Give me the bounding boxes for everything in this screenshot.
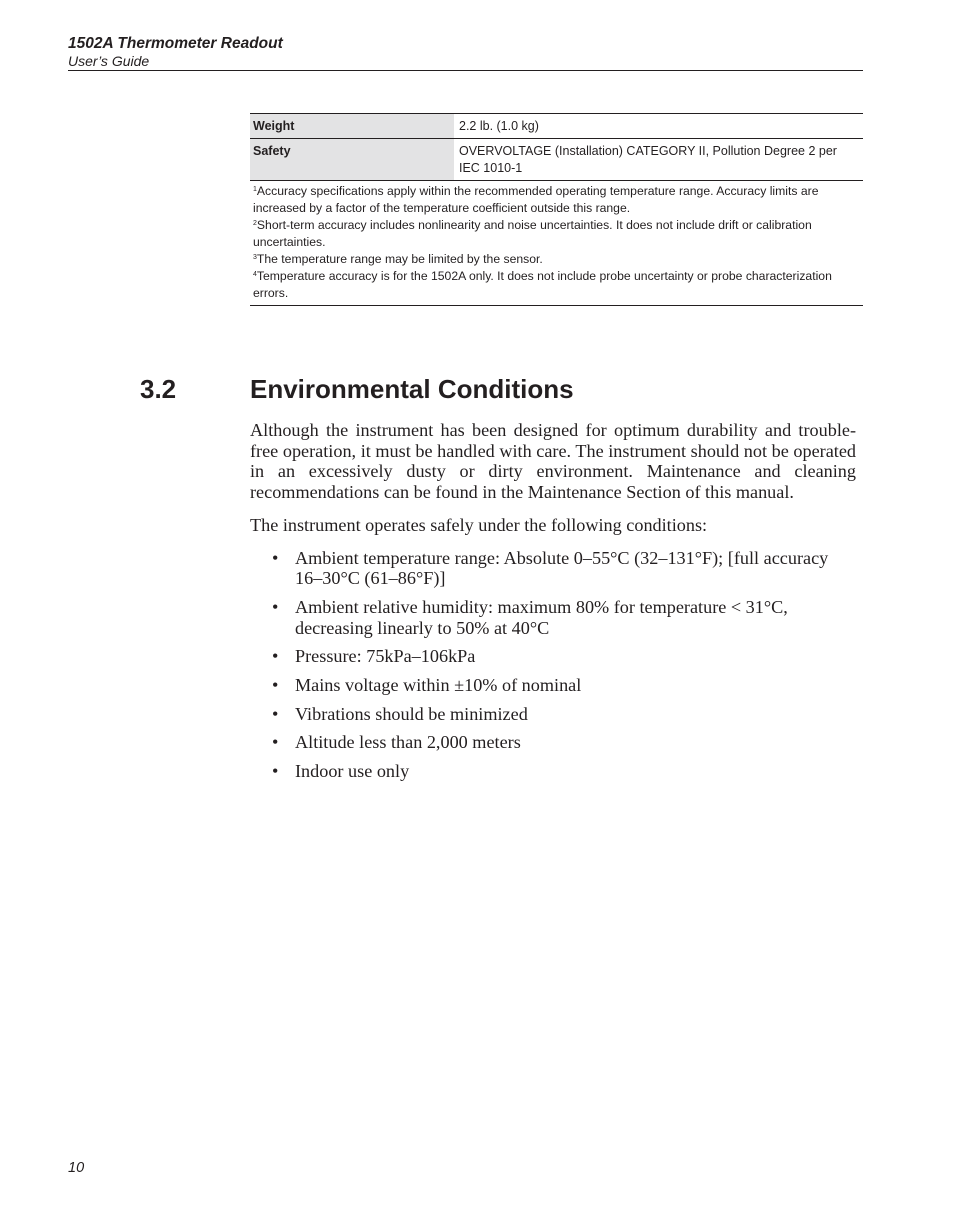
footnote-mark: 1 <box>253 186 257 193</box>
list-item-text: Vibrations should be minimized <box>295 703 528 724</box>
document-subtitle: User’s Guide <box>68 53 150 69</box>
spec-label: Safety <box>250 139 454 181</box>
footnote-mark: 3 <box>253 254 257 261</box>
footnote <box>253 217 863 251</box>
list-item-text: Altitude less than 2,000 meters <box>295 732 521 753</box>
list-item-text: Mains voltage within ±10% of nominal <box>295 675 582 696</box>
conditions-list <box>250 548 856 782</box>
table-row <box>250 114 863 139</box>
section-title: Environmental Conditions <box>250 374 574 404</box>
spec-value: OVERVOLTAGE (Installation) CATEGORY II, Pollution Degree 2 per IEC 1010-1 <box>454 139 863 181</box>
paragraph: Although the instrument has been designed for optimum durability and trouble-free operation, it must be handled with care. The instrument should not be operated in an excessively dusty or dirty environment. Maintenance and cleaning recommendations can be found in the Maintenance Section of this manual. <box>250 420 856 503</box>
footnote-text: Accuracy specifications apply within the recommended operating temperature range. Accuracy limits are increased by a factor of the temperature coefficient outside this range. <box>253 184 819 215</box>
footnote-text: The temperature range may be limited by the sensor. <box>256 252 543 266</box>
bullet-icon: • <box>272 732 279 753</box>
specifications-table <box>250 113 863 180</box>
list-item-text: Ambient temperature range: Absolute 0–55°C (32–131°F); [full accuracy 16–30°C (61–86°F)] <box>295 547 829 589</box>
list-item <box>250 675 856 696</box>
footnote-text: Temperature accuracy is for the 1502A only. It does not include probe uncertainty or probe characterization errors. <box>253 269 832 300</box>
document-title: 1502A Thermometer Readout <box>68 35 283 52</box>
bullet-icon: • <box>272 547 279 568</box>
list-item <box>250 597 856 638</box>
list-item-text: Indoor use only <box>295 761 410 782</box>
list-item-text: Pressure: 75kPa–106kPa <box>295 646 476 667</box>
bullet-icon: • <box>272 703 279 724</box>
list-item <box>250 732 856 753</box>
page-number: 10 <box>68 1160 85 1176</box>
list-item <box>250 548 856 589</box>
table-row <box>250 139 863 181</box>
footnote <box>253 251 863 268</box>
spec-value: 2.2 lb. (1.0 kg) <box>454 114 863 139</box>
list-item <box>250 704 856 725</box>
section-number: 3.2 <box>140 374 177 404</box>
list-item <box>250 646 856 667</box>
paragraph: The instrument operates safely under the following conditions: <box>250 514 708 535</box>
list-item-text: Ambient relative humidity: maximum 80% for temperature < 31°C, decreasing linearly to 50% at 40°C <box>295 596 788 638</box>
footnote-text: Short-term accuracy includes nonlinearity and noise uncertainties. It does not include drift or calibration uncertainties. <box>253 218 812 249</box>
bullet-icon: • <box>272 596 279 617</box>
list-item <box>250 761 856 782</box>
footnote <box>253 183 863 217</box>
table-footnotes <box>250 180 863 306</box>
page-header <box>68 34 863 71</box>
footnote-mark: 2 <box>253 220 257 227</box>
section-body <box>250 420 856 790</box>
footnote <box>253 268 863 302</box>
bullet-icon: • <box>272 646 279 667</box>
footnote-mark: 4 <box>253 271 257 278</box>
spec-label: Weight <box>250 114 454 139</box>
bullet-icon: • <box>272 675 279 696</box>
bullet-icon: • <box>272 761 279 782</box>
